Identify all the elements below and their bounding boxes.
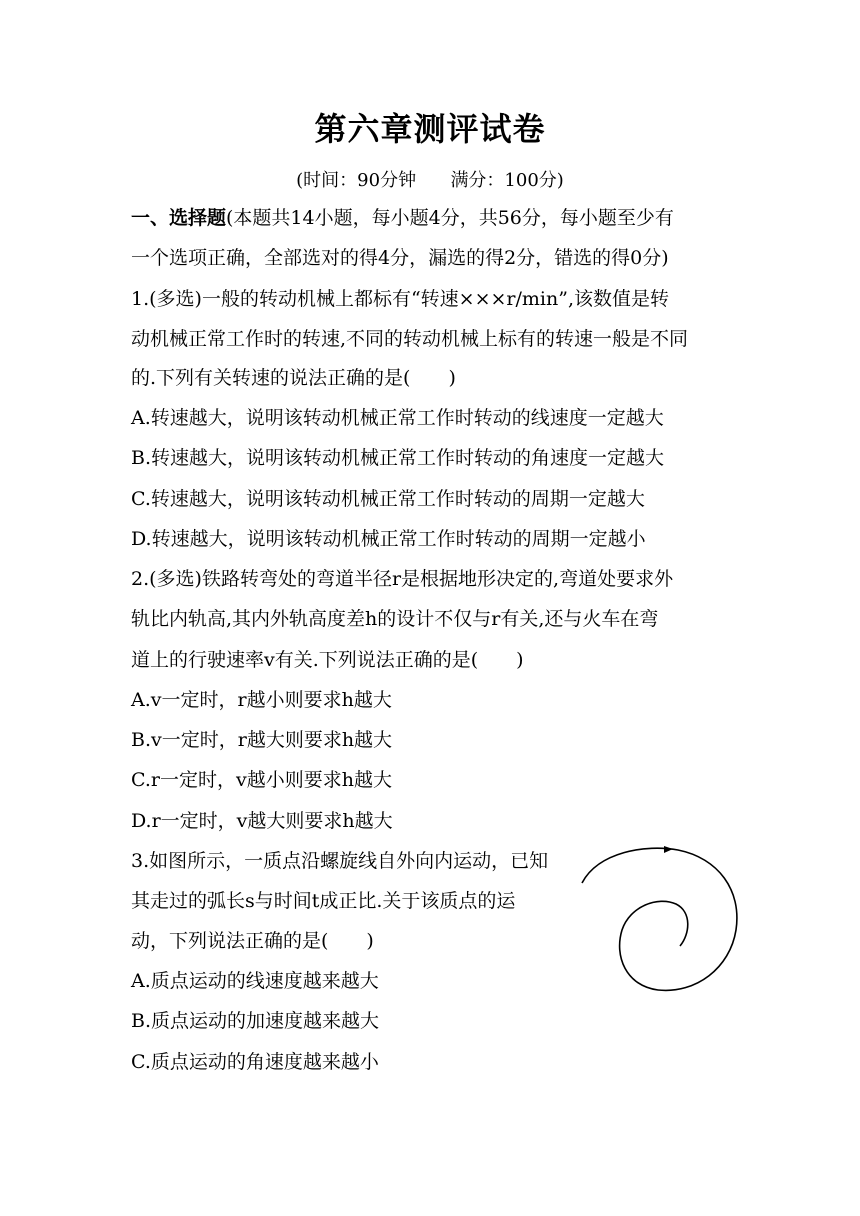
q2-stem-1: 2.(多选)铁路转弯处的弯道半径r是根据地形决定的,弯道处要求外 <box>131 568 674 590</box>
q1-option-a: A.转速越大，说明该转动机械正常工作时转动的线速度一定越大 <box>131 407 664 429</box>
q2-stem-2: 轨比内轨高,其内外轨高度差h的设计不仅与r有关,还与火车在弯 <box>131 608 659 630</box>
q1-option-c: C.转速越大，说明该转动机械正常工作时转动的周期一定越大 <box>131 488 645 510</box>
q3-stem-3: 动，下列说法正确的是( ) <box>131 930 374 952</box>
spiral-curve <box>582 848 737 990</box>
q1-stem-3: 的.下列有关转速的说法正确的是( ) <box>131 367 456 389</box>
spiral-diagram-icon <box>578 838 748 998</box>
q2-option-b: B.v一定时，r越大则要求h越大 <box>131 729 393 751</box>
q2-option-a: A.v一定时，r越小则要求h越大 <box>131 689 392 711</box>
section-instructions: (本题共14小题，每小题4分，共56分，每小题至少有 <box>226 207 674 229</box>
q1-stem-2: 动机械正常工作时的转速,不同的转动机械上标有的转速一般是不同 <box>131 328 689 350</box>
q3-stem-1: 3.如图所示，一质点沿螺旋线自外向内运动，已知 <box>131 850 549 872</box>
q1-option-b: B.转速越大，说明该转动机械正常工作时转动的角速度一定越大 <box>131 447 665 469</box>
score-info: 满分：100分) <box>450 170 564 191</box>
q2-stem-3: 道上的行驶速率v有关.下列说法正确的是( ) <box>131 649 524 671</box>
q3-stem-2: 其走过的弧长s与时间t成正比.关于该质点的运 <box>131 890 516 912</box>
section-heading: 一、选择题 <box>131 207 227 229</box>
q3-option-c: C.质点运动的角速度越来越小 <box>131 1051 379 1073</box>
page-title: 第六章测评试卷 <box>314 110 546 148</box>
section-heading-line <box>131 205 674 231</box>
q2-option-d: D.r一定时，v越大则要求h越大 <box>131 810 393 832</box>
q3-option-b: B.质点运动的加速度越来越大 <box>131 1010 380 1032</box>
spiral-arrowhead <box>664 846 673 853</box>
q2-option-c: C.r一定时，v越小则要求h越大 <box>131 769 392 791</box>
exam-info <box>0 166 860 192</box>
section-instructions-2: 一个选项正确，全部选对的得4分，漏选的得2分，错选的得0分) <box>131 247 669 269</box>
q1-option-d: D.转速越大，说明该转动机械正常工作时转动的周期一定越小 <box>131 528 646 550</box>
q3-option-a: A.质点运动的线速度越来越大 <box>131 970 379 992</box>
time-info: (时间：90分钟 <box>296 170 417 191</box>
q1-stem-1: 1.(多选)一般的转动机械上都标有“转速×××r/min”,该数值是转 <box>131 288 669 310</box>
